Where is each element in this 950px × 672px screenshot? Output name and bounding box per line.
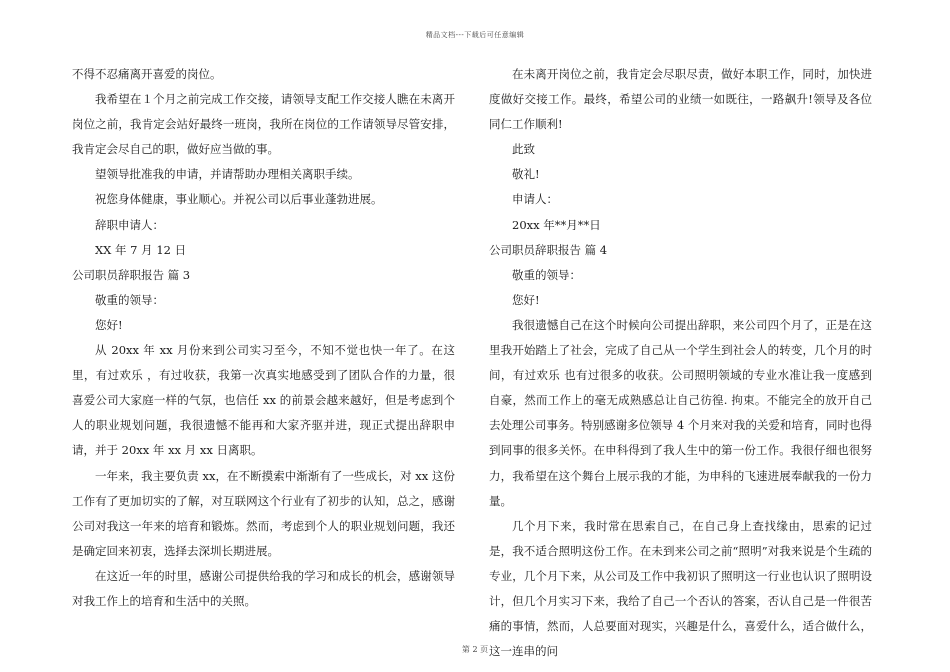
page-number: 第 2 页 [461, 645, 489, 654]
paragraph: 一年来，我主要负责 xx，在不断摸索中渐渐有了一些成长，对 xx 这份工作有了更加切实的了解，对互联网这个行业有了初步的认知，总之，感谢公司对我这一年来的培育和锻炼。然而，考虑到个人的职业规划问题，我还是确定回来初衷，选择去深圳长期进展。 [72, 468, 455, 558]
paragraph: 敬重的领导： [512, 267, 581, 282]
paragraph: 此致 [512, 142, 535, 157]
paragraph: 几个月下来，我时常在思索自己，在自己身上查找缘由，思索的记过是，我不适合照明这份工作。在未到来公司之前“照明”对我来说是个生疏的专业，几个月下来，从公司及工作中我初识了照明这一行业也认识了照明设计，但几个月实习下来，我给了自己一个否认的答案，否认自己是一件很苦痛的事情，然而，人总要面对现实，兴趣是什么，喜爱什么，适合做什么，这一连串的问 [489, 518, 872, 659]
paragraph: XX 年 7 月 12 日 [95, 242, 187, 257]
paragraph: 在未离开岗位之前，我肯定会尽职尽责，做好本职工作，同时，加快进度做好交接工作。最终，希望公司的业绩一如既往，一路飙升!领导及各位同仁工作顺利! [489, 67, 872, 132]
right-text-column [489, 62, 872, 664]
paragraph: 您好! [512, 292, 540, 307]
paragraph: 祝您身体健康，事业顺心。并祝公司以后事业蓬勃进展。 [95, 192, 383, 207]
paragraph: 公司职员辞职报告 篇 3 [72, 267, 191, 282]
paragraph: 不得不忍痛离开喜爱的岗位。 [72, 67, 222, 81]
paragraph: 我很遗憾自己在这个时候向公司提出辞职，来公司四个月了，正是在这里我开始踏上了社会，完成了自己从一个学生到社会人的转变，几个月的时间，有过欢乐 也有过很多的收获。公司照明领域的专业水准让我一度感到自豪，然而工作上的毫无成熟感总让自己彷徨. 拘束。不能完全的放开自己去处理公司事务。特别感谢多位领导 4 个月来对我的关爱和培育，同时也得到同事的很多关怀。在申科得到了我人生中的第一份工作。我很仔细也很努力，我希望在这个舞台上展示我的才能，为申科的飞速进展奉献我的一份力量。 [489, 317, 872, 508]
paragraph: 在这近一年的时里，感谢公司提供给我的学习和成长的机会，感谢领导对我工作上的培育和生活中的关照。 [72, 568, 455, 608]
paragraph: 申请人： [512, 192, 558, 207]
paragraph: 辞职申请人： [95, 217, 164, 232]
paragraph: 从 20xx 年 xx 月份来到公司实习至今，不知不觉也快一年了。在这里，有过欢乐 ，有过收获，我第一次真实地感受到了团队合作的力量，很喜爱公司大家庭一样的气氛，也信任 xx 的前景会越来越好，但是考虑到个人的职业规划问题，我很遗憾不能再和大家齐驱并进，现正式提出辞职申请，并于 20xx 年 xx 月 xx 日离职。 [72, 343, 455, 458]
paragraph: 公司职员辞职报告 篇 4 [489, 242, 608, 257]
paragraph: 我希望在１个月之前完成工作交接，请领导支配工作交接人瞧在未离开岗位之前，我肯定会站好最终一班岗，我所在岗位的工作请领导尽管安排，我肯定会尽自己的职，做好应当做的事。 [72, 92, 455, 157]
paragraph: 敬礼! [512, 167, 540, 182]
paragraph: 您好! [95, 317, 123, 332]
left-text-column [72, 62, 455, 614]
paragraph: 20xx 年**月**日 [512, 217, 601, 232]
page-header: 精品文档---下载后可任意编辑 [425, 31, 525, 39]
paragraph: 敬重的领导： [95, 292, 164, 307]
paragraph: 望领导批准我的申请，并请帮助办理相关离职手续。 [95, 167, 360, 182]
